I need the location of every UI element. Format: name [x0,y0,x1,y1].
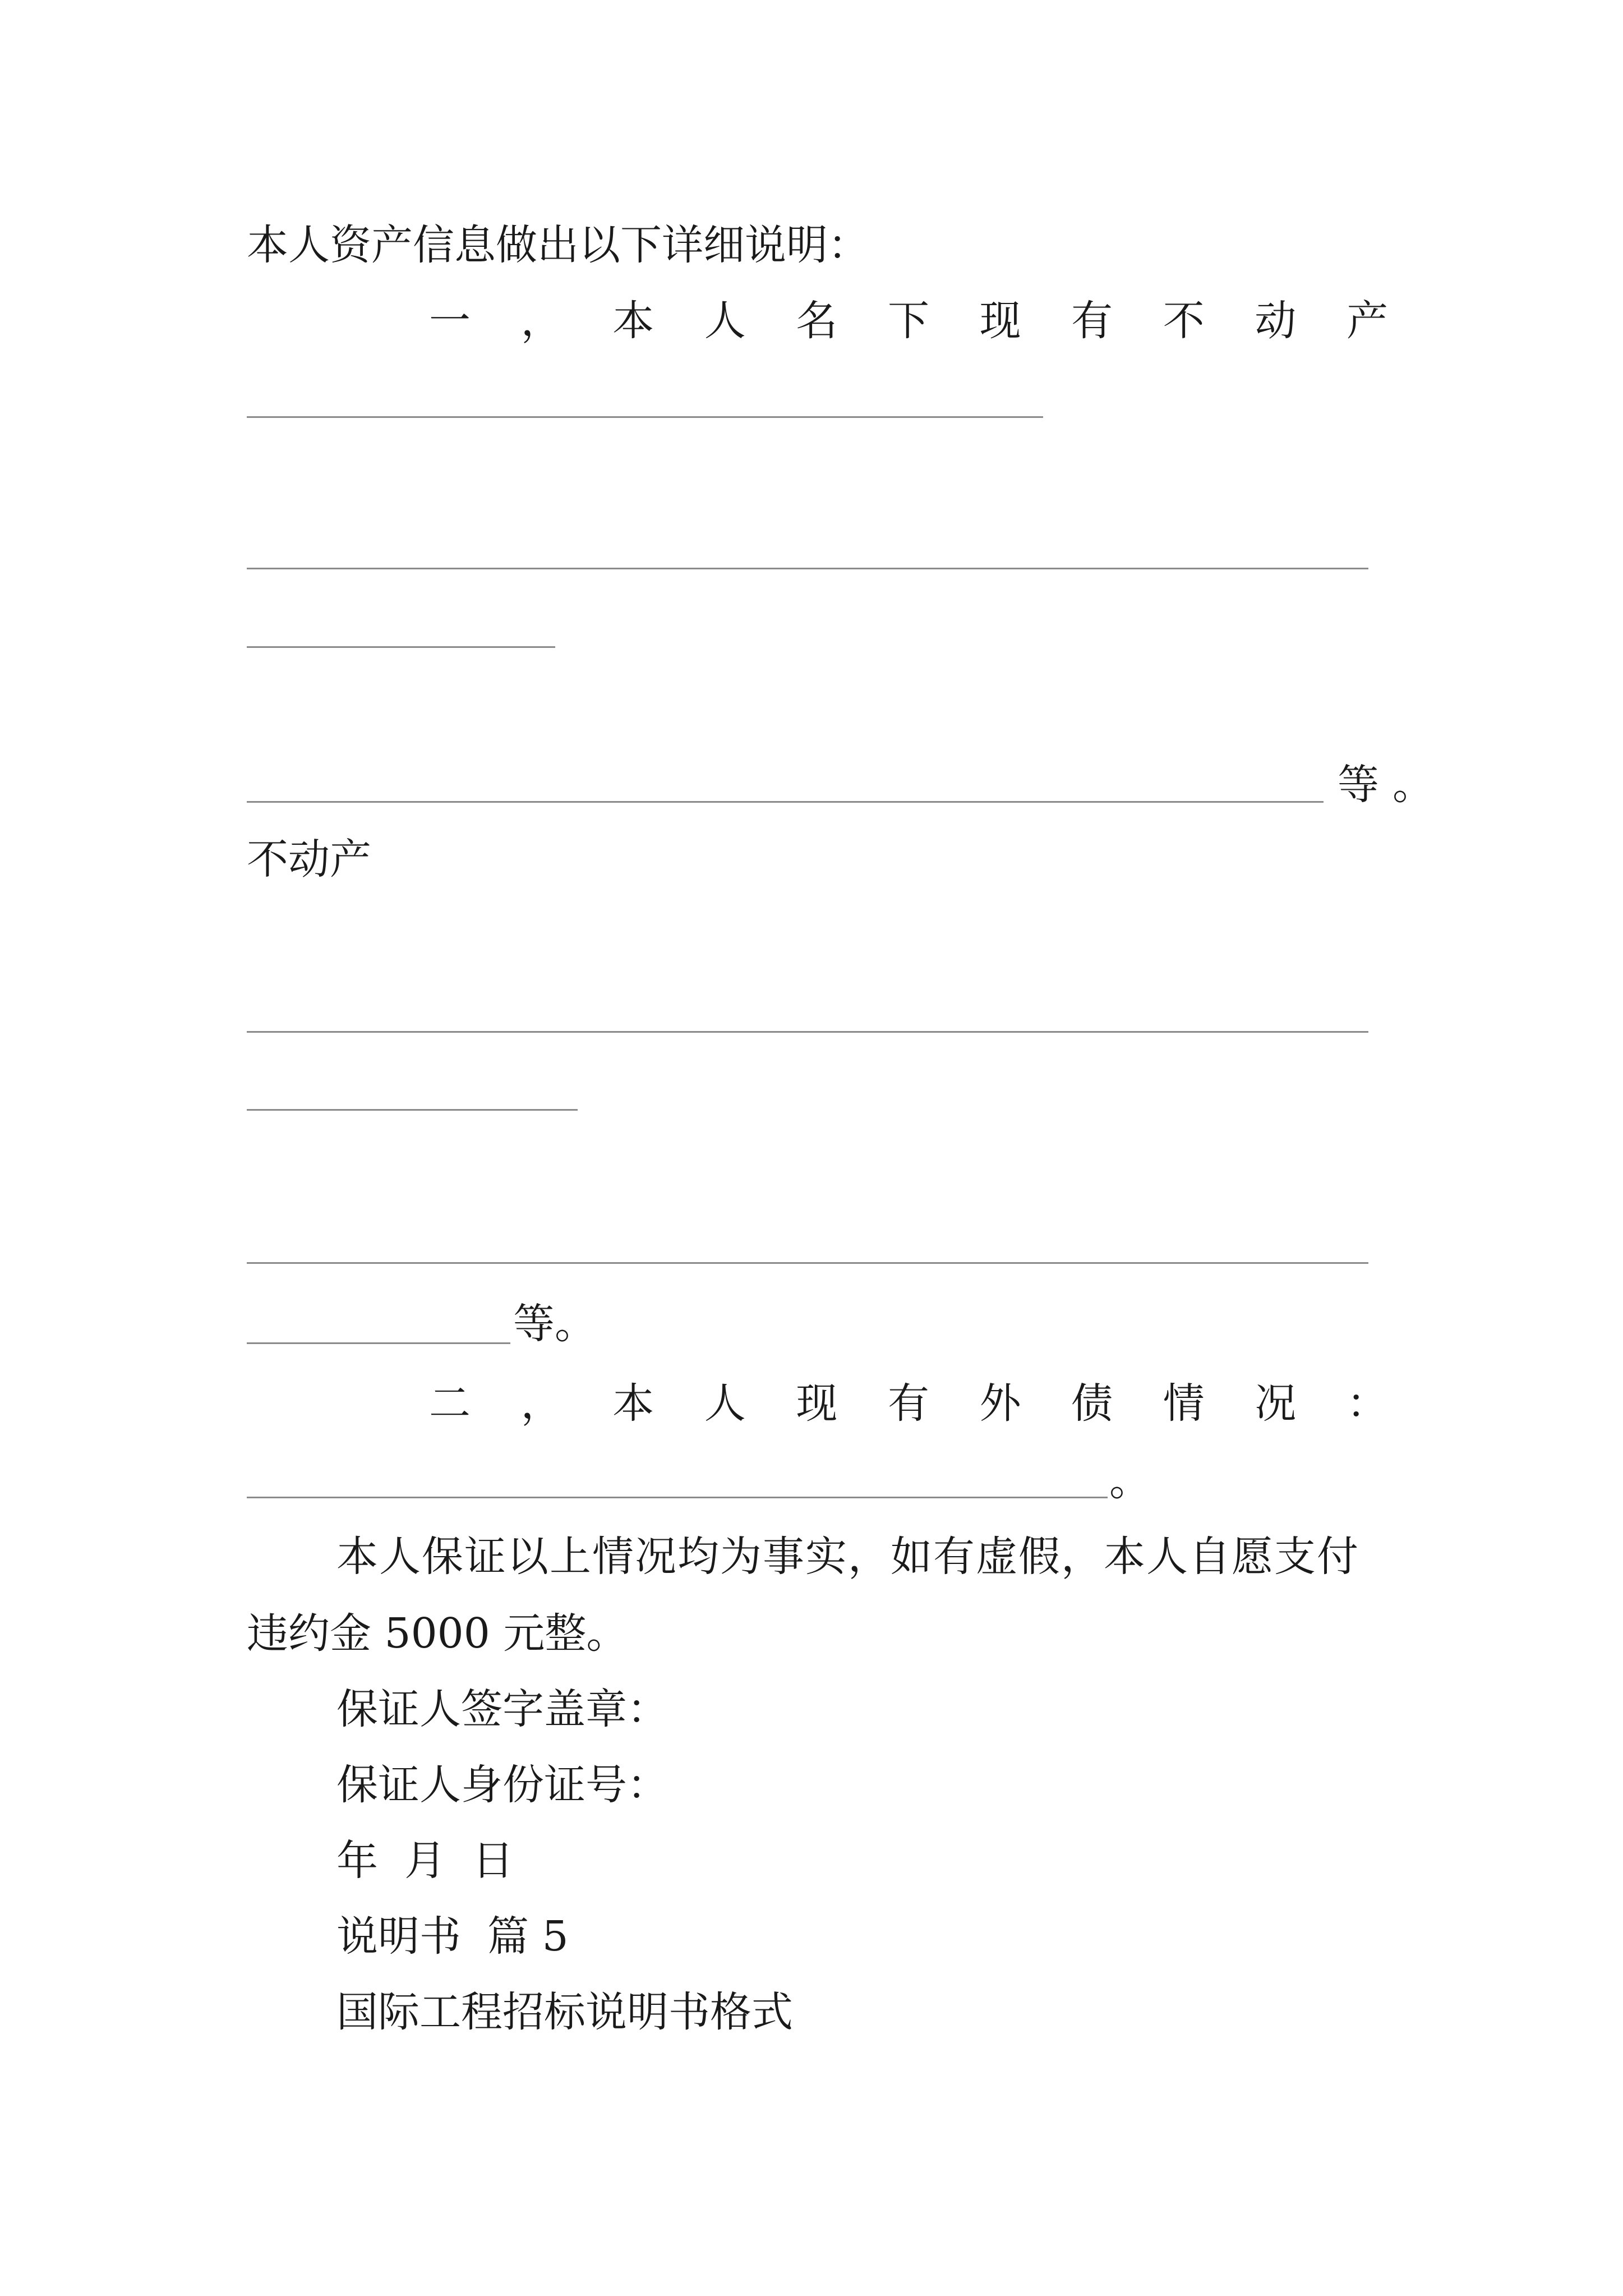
fill-in-line [247,646,555,648]
section1-heading [429,297,1388,345]
guarantee-line-2: 违约金 5000 元整。 [247,1609,628,1658]
fill-in-line [247,1262,1368,1264]
next-section-title: 说明书 篇 5 [336,1912,569,1961]
section2-heading [429,1379,1388,1428]
section2-heading-char: 外 [979,1379,1021,1428]
section1-suffix: 等。 [1338,761,1447,809]
section1-heading-char: 本 [612,297,654,345]
signature-label: 保证人签字盖章： [336,1685,668,1733]
section1-heading-char: 动 [1255,297,1297,345]
section1-heading-char: 下 [887,297,929,345]
guarantee-line-1: 本人保证以上情况均为事实，如有虚假，本人自愿支付 [336,1533,1359,1581]
fill-in-line [247,1109,578,1111]
section1-heading-char: ， [520,297,562,345]
section1-heading-char: 人 [704,297,746,345]
fill-in-line [247,1031,1368,1033]
next-doc-title: 国际工程招标说明书格式 [336,1988,793,2036]
section1-heading-char: 现 [979,297,1021,345]
intro-line: 本人资产信息做出以下详细说明： [247,221,869,269]
real-estate-suffix: 等。 [513,1300,596,1348]
section1-heading-char: 产 [1346,297,1388,345]
fill-in-line [247,416,1043,418]
section2-heading-char: 情 [1163,1379,1205,1428]
section2-heading-char: 有 [887,1379,929,1428]
section2-heading-char: ， [520,1379,562,1428]
section2-heading-char: 二 [429,1379,471,1428]
section1-heading-char: 有 [1071,297,1113,345]
fill-in-line [247,1342,510,1344]
date-line: 年 月 日 [336,1837,514,1885]
section2-suffix: 。 [1109,1457,1151,1505]
section2-heading-char: 况 [1255,1379,1297,1428]
section2-heading-char: 人 [704,1379,746,1428]
fill-in-line [247,568,1368,569]
section2-heading-char: 本 [612,1379,654,1428]
section1-heading-char: 一 [429,297,471,345]
section2-heading-char: ： [1346,1379,1388,1428]
section2-heading-char: 债 [1071,1379,1113,1428]
real-estate-label: 不动产 [247,835,371,884]
section1-heading-char: 不 [1163,297,1205,345]
section2-heading-char: 现 [796,1379,838,1428]
fill-in-line [247,801,1324,803]
id-number-label: 保证人身份证号： [336,1761,668,1809]
fill-in-line [247,1497,1108,1498]
section1-heading-char: 名 [796,297,838,345]
